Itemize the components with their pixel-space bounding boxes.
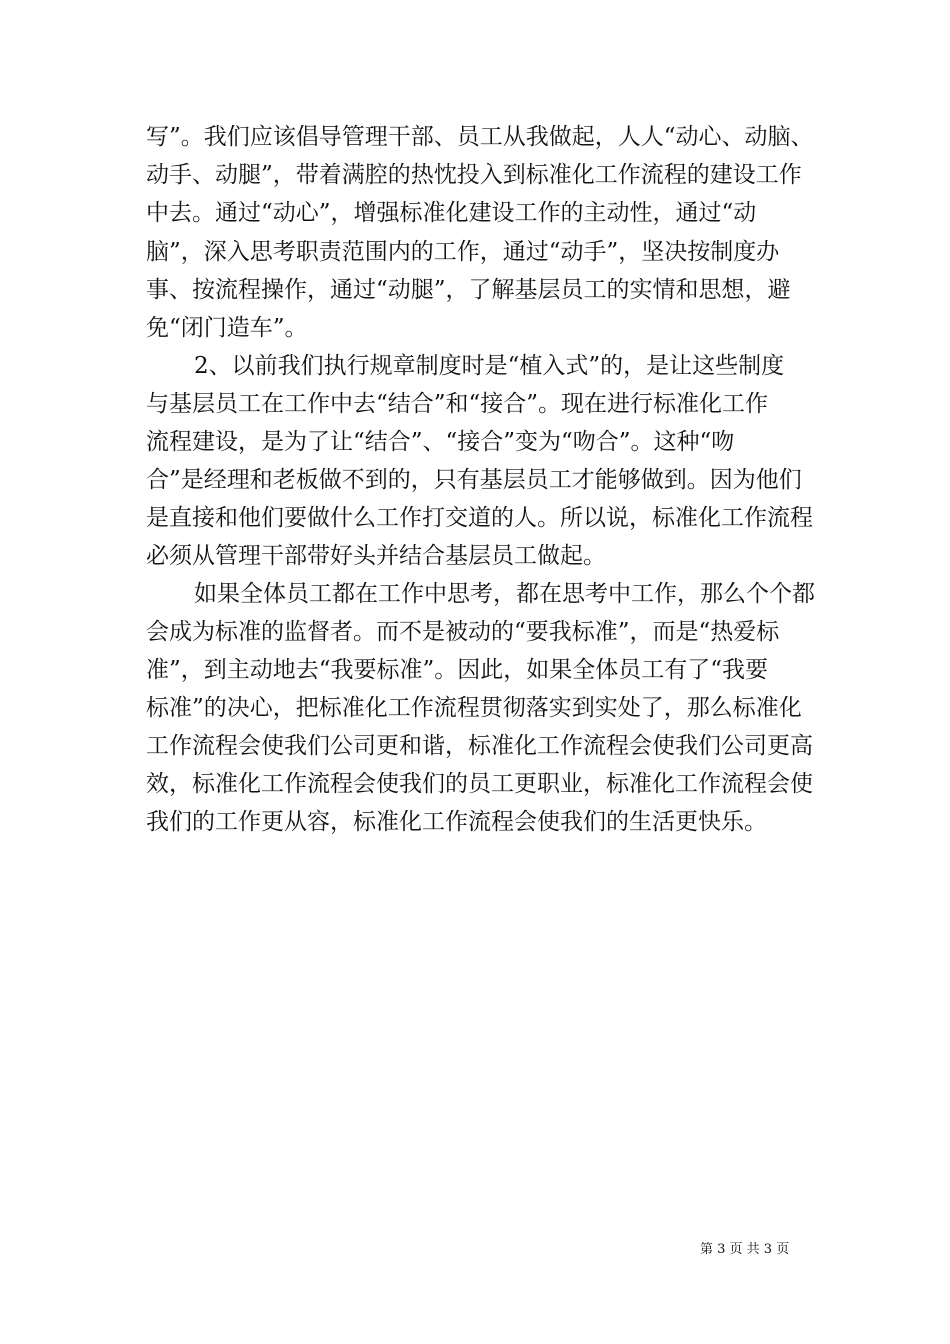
text-line: 是直接和他们要做什么工作打交道的人。所以说，标准化工作流程 <box>146 505 813 531</box>
text-line: 会成为标准的监督者。而不是被动的“要我标准”，而是“热爱标 <box>146 619 780 645</box>
page-number-footer: 第 3 页 共 3 页 <box>700 1242 790 1257</box>
text-line: 2、以前我们执行规章制度时是“植入式”的，是让这些制度 <box>194 353 785 379</box>
text-line: 准”，到主动地去“我要标准”。因此，如果全体员工有了“我要 <box>146 657 769 683</box>
text-line: 中去。通过“动心”，增强标准化建设工作的主动性，通过“动 <box>146 200 757 226</box>
text-line: 事、按流程操作，通过“动腿”，了解基层员工的实情和思想，避 <box>146 277 791 303</box>
text-line: 效，标准化工作流程会使我们的员工更职业，标准化工作流程会使 <box>146 771 813 797</box>
text-line: 免“闭门造车”。 <box>146 315 308 341</box>
text-line: 我们的工作更从容，标准化工作流程会使我们的生活更快乐。 <box>146 809 767 835</box>
text-line: 必须从管理干部带好头并结合基层员工做起。 <box>146 543 606 569</box>
text-line: 写”。我们应该倡导管理干部、员工从我做起，人人“动心、动脑、 <box>146 124 814 150</box>
text-line: 与基层员工在工作中去“结合”和“接合”。现在进行标准化工作 <box>146 391 769 417</box>
text-line: 动手、动腿”，带着满腔的热忱投入到标准化工作流程的建设工作 <box>146 162 802 188</box>
text-line: 流程建设，是为了让“结合”、“接合”变为“吻合”。这种“吻 <box>146 429 735 455</box>
text-line: 如果全体员工都在工作中思考，都在思考中工作，那么个个都 <box>194 581 815 607</box>
text-line: 脑”，深入思考职责范围内的工作，通过“动手”，坚决按制度办 <box>146 239 780 265</box>
text-line: 工作流程会使我们公司更和谐，标准化工作流程会使我们公司更高 <box>146 733 813 759</box>
text-line: 标准”的决心，把标准化工作流程贯彻落实到实处了，那么标准化 <box>146 695 802 721</box>
text-line: 合”是经理和老板做不到的，只有基层员工才能够做到。因为他们 <box>146 467 802 493</box>
